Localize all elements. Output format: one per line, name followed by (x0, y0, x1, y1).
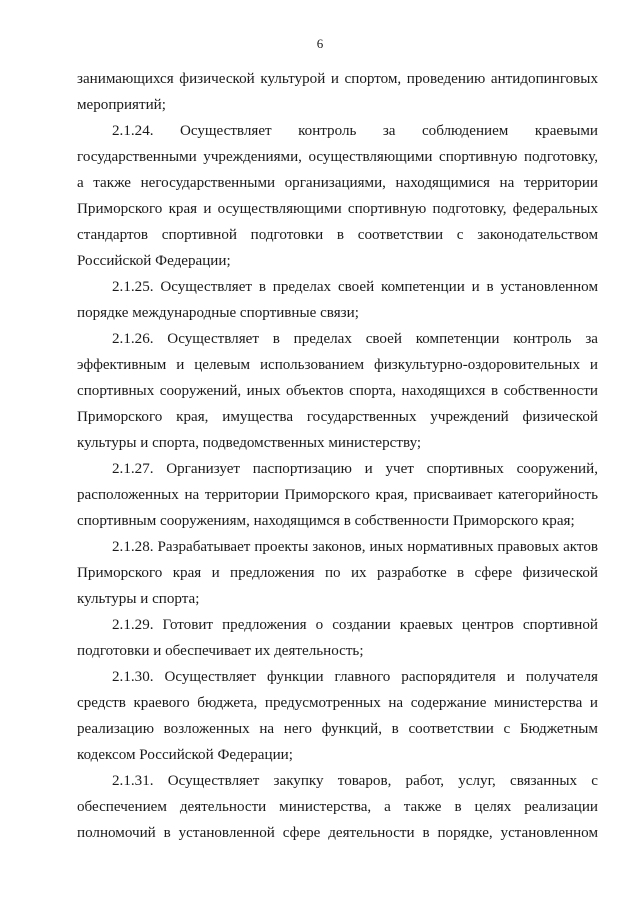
paragraph-p-2-1-28 (77, 534, 598, 612)
text-line: занимающихся физической культурой и спортом, проведению антидопинговых (77, 71, 598, 87)
text-line: культуры и спорта; (77, 591, 200, 607)
text-line: кодексом Российской Федерации; (77, 747, 293, 763)
paragraph-cont (77, 66, 598, 118)
text-line: 2.1.31. Осуществляет закупку товаров, работ, услуг, связанных с (112, 773, 598, 789)
paragraph-p-2-1-26 (77, 326, 598, 456)
paragraph-p-2-1-30 (77, 664, 598, 768)
text-line: 2.1.25. Осуществляет в пределах своей компетенции и в установленном (112, 279, 598, 295)
page-number: 6 (316, 36, 324, 51)
text-line: 2.1.27. Организует паспортизацию и учет спортивных сооружений, (112, 461, 598, 477)
text-line: спортивным сооружениям, находящимся в собственности Приморского края; (77, 513, 575, 529)
paragraph-p-2-1-24 (77, 118, 598, 274)
paragraph-p-2-1-25 (77, 274, 598, 326)
text-line: 2.1.24. Осуществляет контроль за соблюдением краевыми (112, 123, 598, 139)
text-line: Российской Федерации; (77, 253, 231, 269)
text-line: реализацию возложенных на него функций, в соответствии с Бюджетным (77, 721, 598, 737)
text-line: порядке международные спортивные связи; (77, 305, 359, 321)
text-line: 2.1.26. Осуществляет в пределах своей компетенции контроль за (112, 331, 598, 347)
paragraph-p-2-1-27 (77, 456, 598, 534)
text-line: подготовки и обеспечивает их деятельность; (77, 643, 364, 659)
text-line: 2.1.29. Готовит предложения о создании краевых центров спортивной (112, 617, 598, 633)
text-line: эффективным и целевым использованием физкультурно-оздоровительных и (77, 357, 598, 373)
text-line: мероприятий; (77, 97, 166, 113)
text-line: Приморского края и предложения по их разработке в сфере физической (77, 565, 598, 581)
text-line: полномочий в установленной сфере деятельности в порядке, установленном (77, 825, 598, 841)
text-line: обеспечением деятельности министерства, а также в целях реализации (77, 799, 598, 815)
paragraph-p-2-1-29 (77, 612, 598, 664)
text-line: средств краевого бюджета, предусмотренных на содержание министерства и (77, 695, 598, 711)
text-line: Приморского края, имущества государственных учреждений физической (77, 409, 598, 425)
paragraph-p-2-1-31 (77, 768, 598, 846)
document-body (77, 66, 598, 846)
text-line: расположенных на территории Приморского края, присваивает категорийность (77, 487, 598, 503)
text-line: Приморского края и осуществляющими спортивную подготовку, федеральных (77, 201, 598, 217)
text-line: стандартов спортивной подготовки в соответствии с законодательством (77, 227, 598, 243)
text-line: 2.1.30. Осуществляет функции главного распорядителя и получателя (112, 669, 598, 685)
text-line: культуры и спорта, подведомственных министерству; (77, 435, 422, 451)
text-line: спортивных сооружений, иных объектов спорта, находящихся в собственности (77, 383, 598, 399)
text-line: государственными учреждениями, осуществляющими спортивную подготовку, (77, 149, 598, 165)
text-line: а также негосударственными организациями, находящимися на территории (77, 175, 598, 191)
text-line: 2.1.28. Разрабатывает проекты законов, иных нормативных правовых актов (112, 539, 598, 555)
